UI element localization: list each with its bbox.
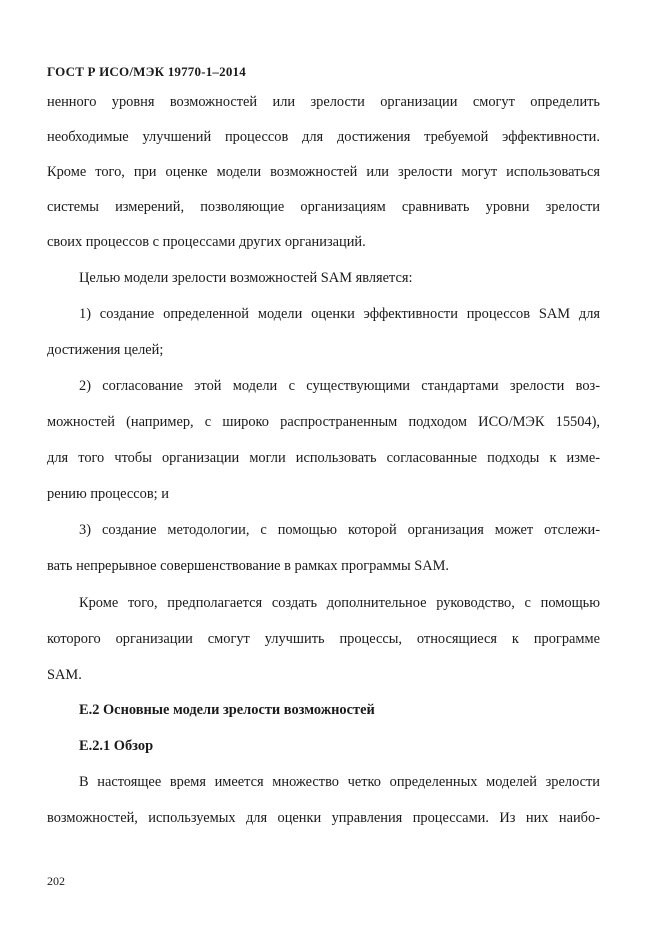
text-line: можностей (например, с широко распространенным подходом ИСО/МЭК 15504), (47, 414, 600, 430)
list-item-2: 2) согласование этой модели с существующими стандартами зрелости воз- (79, 378, 600, 394)
text-line: В настоящее время имеется множество четко определенных моделей зрелости (79, 774, 600, 790)
text-line: необходимые улучшений процессов для достижения требуемой эффективности. (47, 129, 600, 145)
page-number: 202 (47, 874, 65, 888)
text-line: рению процессов; и (47, 486, 169, 502)
section-heading: Е.2 Основные модели зрелости возможностей (79, 702, 375, 718)
text-line: системы измерений, позволяющие организациям сравнивать уровни зрелости (47, 199, 600, 215)
list-item-1: 1) создание определенной модели оценки эффективности процессов SAM для (79, 306, 600, 322)
text-line: своих процессов с процессами других организаций. (47, 234, 366, 250)
text-line: SAM. (47, 667, 82, 683)
list-item-3: 3) создание методологии, с помощью которой организация может отслежи- (79, 522, 600, 538)
text-line: которого организации смогут улучшить процессы, относящиеся к программе (47, 631, 600, 647)
page-header: ГОСТ Р ИСО/МЭК 19770-1–2014 (47, 64, 246, 79)
subsection-heading: Е.2.1 Обзор (79, 738, 154, 754)
text-line: вать непрерывное совершенствование в рамках программы SAM. (47, 558, 450, 574)
text-line: Кроме того, предполагается создать дополнительное руководство, с помощью (79, 595, 600, 611)
text-line: достижения целей; (47, 342, 164, 358)
text-line: Кроме того, при оценке модели возможностей или зрелости могут использоваться (47, 164, 600, 180)
text-line: ненного уровня возможностей или зрелости организации смогут определить (47, 94, 600, 110)
text-line: возможностей, используемых для оценки управления процессами. Из них наибо- (47, 810, 600, 826)
text-line: для того чтобы организации могли использовать согласованные подходы к изме- (47, 450, 600, 466)
text-line: Целью модели зрелости возможностей SAM является: (79, 270, 413, 286)
